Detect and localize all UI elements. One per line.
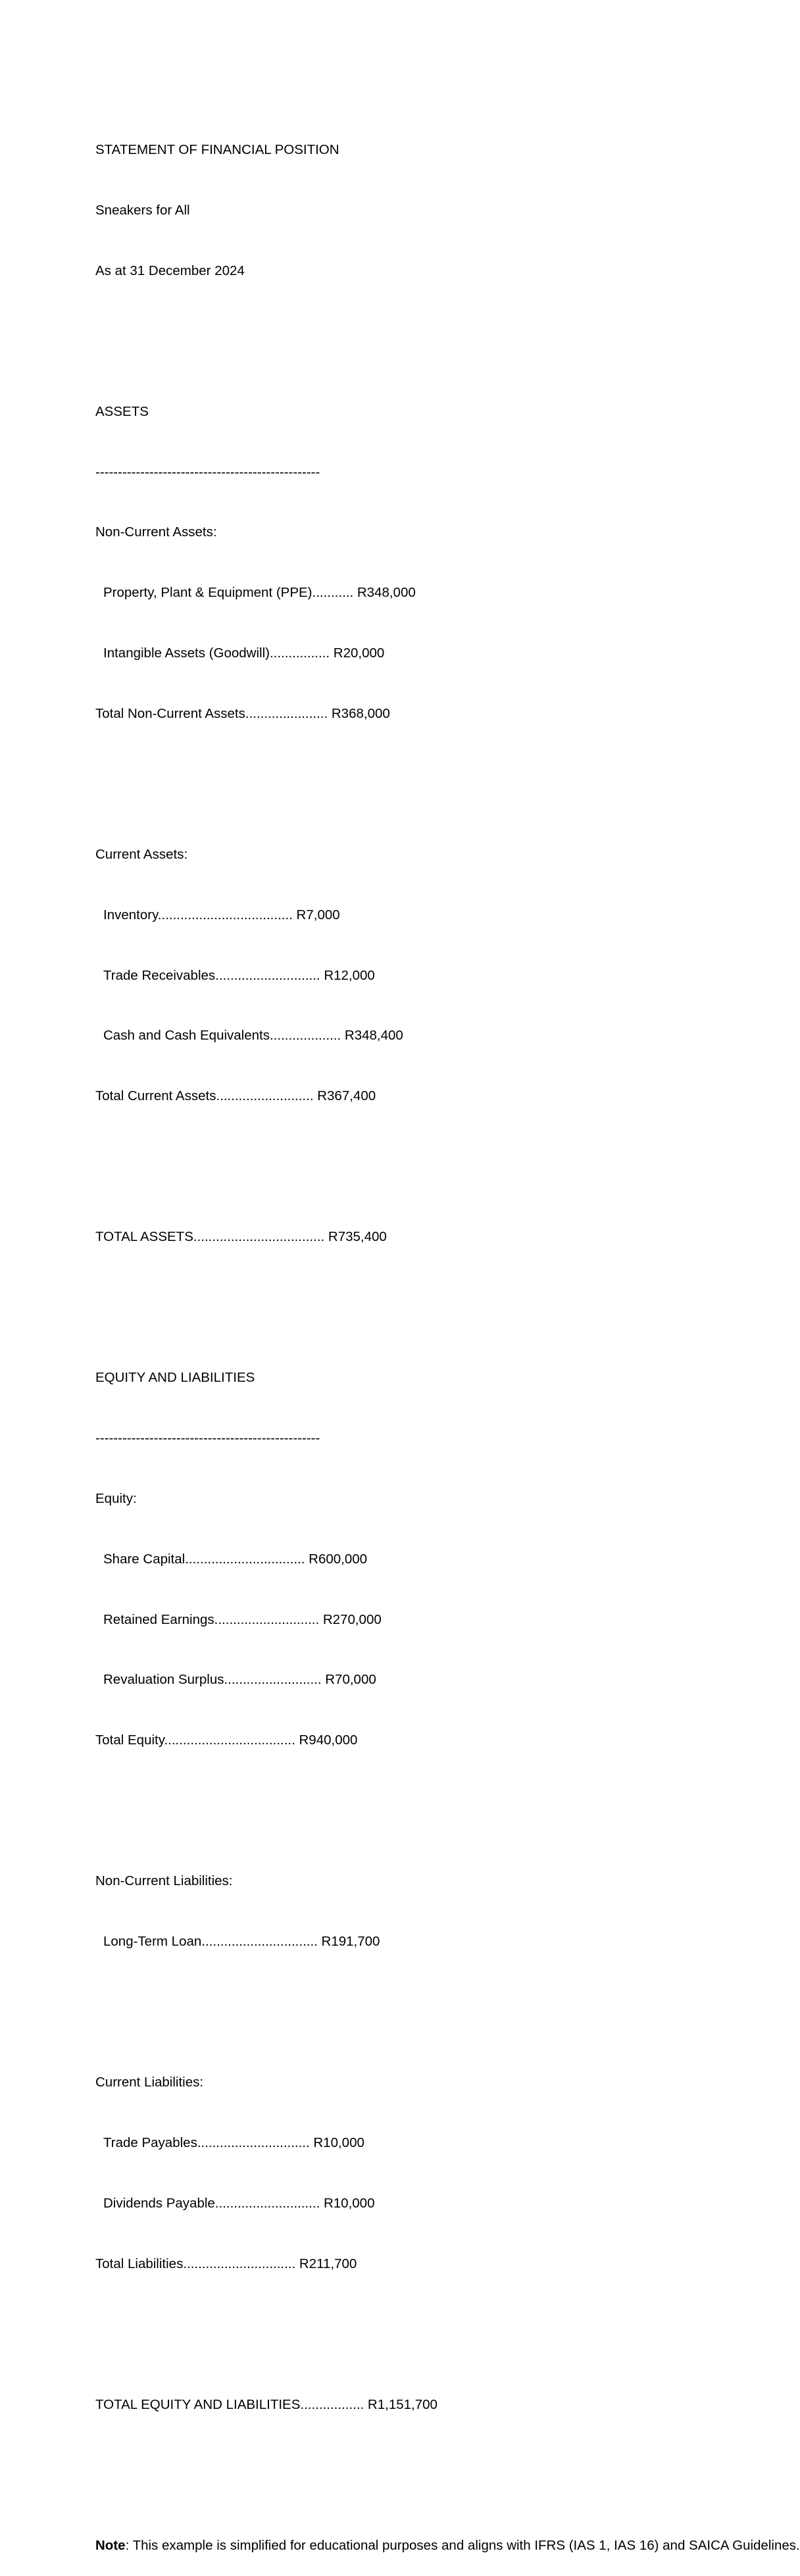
equity-label: Equity: (95, 1490, 137, 1506)
non-current-liabilities-label: Non-Current Liabilities: (95, 1873, 233, 1889)
footnote-label: Note (95, 2537, 126, 2553)
line-item-share-capital: Share Capital................................ R600,000 (103, 1551, 368, 1567)
line-item-intangible-assets: Intangible Assets (Goodwill)................ R20,000 (103, 645, 385, 661)
assets-heading: ASSETS (95, 403, 149, 419)
assets-divider: -------------------------------------------------- (95, 464, 320, 480)
line-item-ppe: Property, Plant & Equipment (PPE)........... R348,000 (103, 585, 416, 601)
total-equity: Total Equity................................... R940,000 (95, 1732, 358, 1748)
spacer (95, 2314, 789, 2335)
current-assets-label: Current Assets: (95, 846, 188, 862)
total-non-current-assets: Total Non-Current Assets...................... R368,000 (95, 705, 390, 721)
line-item-cash: Cash and Cash Equivalents................... R348,400 (103, 1028, 403, 1044)
footnote-text: : This example is simplified for educational purposes and aligns with IFRS (IAS 1, IAS 16) and SAICA Guidelines. (125, 2537, 800, 2553)
spacer (95, 765, 789, 785)
line-item-long-term-loan: Long-Term Loan............................... R191,700 (103, 1934, 380, 1950)
non-current-assets-label: Non-Current Assets: (95, 524, 217, 540)
spacer (95, 1288, 789, 1308)
total-assets: TOTAL ASSETS................................... R735,400 (95, 1229, 387, 1245)
equity-liabilities-heading: EQUITY AND LIABILITIES (95, 1370, 255, 1386)
line-item-inventory: Inventory.................................... R7,000 (103, 907, 340, 922)
spacer (95, 2455, 789, 2475)
spacer (95, 1992, 789, 2013)
company-name: Sneakers for All (95, 202, 190, 218)
line-item-revaluation-surplus: Revaluation Surplus.......................... R70,000 (103, 1672, 376, 1688)
current-liabilities-label: Current Liabilities: (95, 2075, 204, 2090)
total-current-assets: Total Current Assets.......................... R367,400 (95, 1088, 376, 1104)
spacer (95, 1791, 789, 1811)
footnote (95, 2536, 800, 2556)
line-item-dividends-payable: Dividends Payable............................ R10,000 (103, 2195, 375, 2211)
total-liabilities: Total Liabilities.............................. R211,700 (95, 2256, 357, 2271)
statement-title: STATEMENT OF FINANCIAL POSITION (95, 142, 339, 158)
spacer (95, 1147, 789, 1167)
line-item-retained-earnings: Retained Earnings............................ R270,000 (103, 1611, 382, 1627)
line-item-trade-receivables: Trade Receivables............................ R12,000 (103, 967, 375, 983)
equity-liabilities-divider: -------------------------------------------------- (95, 1430, 320, 1446)
line-item-trade-payables: Trade Payables.............................. R10,000 (103, 2134, 364, 2150)
financial-statement-page (95, 100, 800, 2576)
statement-date: As at 31 December 2024 (95, 263, 245, 278)
spacer (95, 322, 789, 342)
total-equity-and-liabilities: TOTAL EQUITY AND LIABILITIES................. R1,151,700 (95, 2396, 438, 2412)
